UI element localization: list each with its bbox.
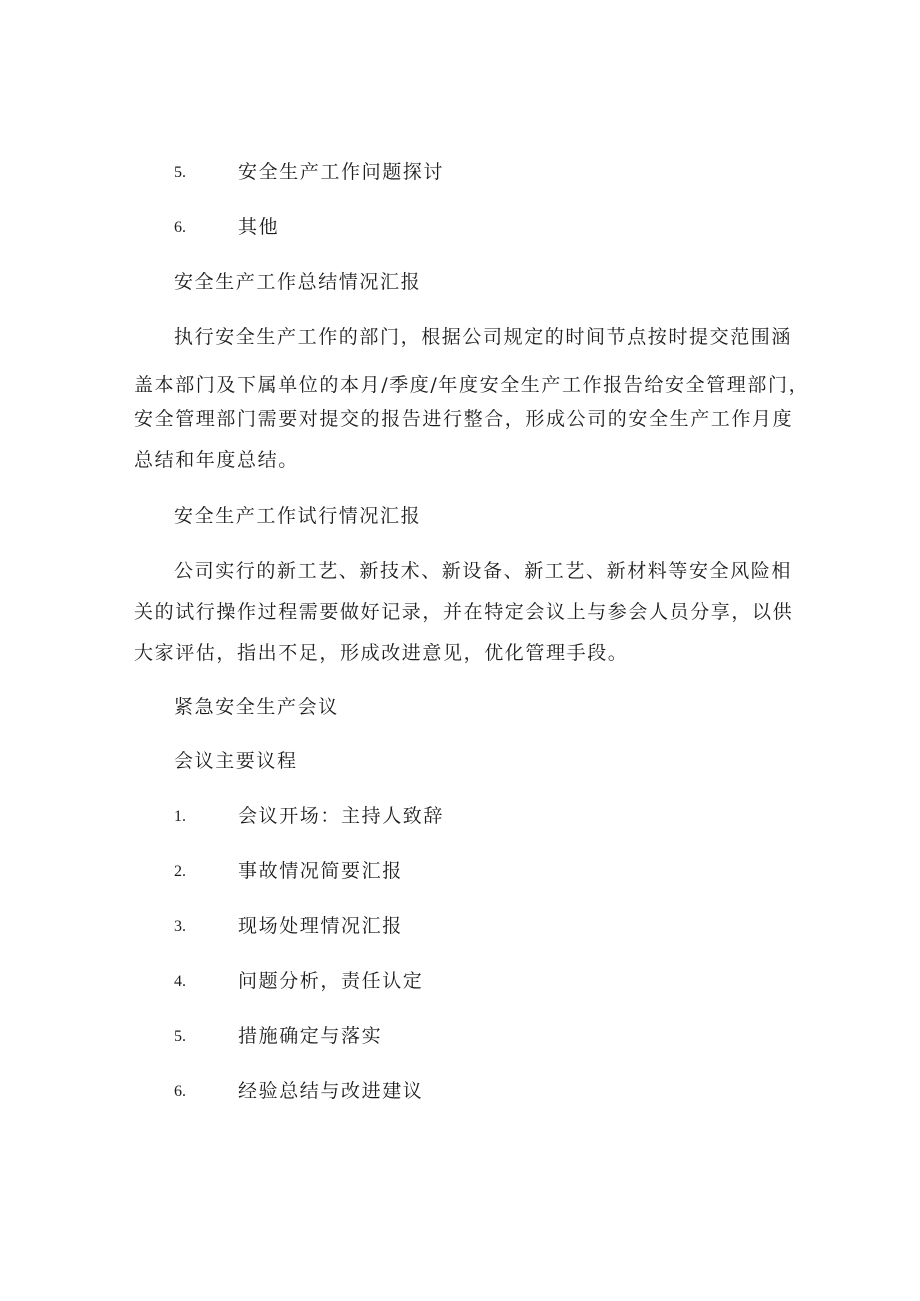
list-item-text: 安全生产工作问题探讨 [238, 161, 445, 183]
agenda-item-text: 事故情况简要汇报 [238, 860, 403, 882]
paragraph-line: 公司实行的新工艺、新技术、新设备、新工艺、新材料等安全风险相 [174, 560, 793, 582]
list-item-text: 其他 [238, 216, 280, 238]
paragraph-line: 关的试行操作过程需要做好记录，并在特定会议上与参会人员分享，以供 [134, 601, 794, 623]
section-heading: 安全生产工作试行情况汇报 [174, 505, 422, 527]
list-item-number: 6. [174, 219, 186, 236]
paragraph-line: 安全管理部门需要对提交的报告进行整合，形成公司的安全生产工作月度 [134, 408, 794, 430]
agenda-item-number: 5. [174, 1028, 186, 1045]
section-heading: 安全生产工作总结情况汇报 [174, 271, 422, 293]
paragraph-line: 执行安全生产工作的部门，根据公司规定的时间节点按时提交范围涵 [174, 326, 793, 348]
agenda-item-number: 3. [174, 918, 186, 935]
section-heading: 紧急安全生产会议 [174, 696, 339, 718]
paragraph-line: 大家评估，指出不足，形成改进意见，优化管理手段。 [134, 642, 629, 664]
agenda-item-number: 1. [174, 808, 186, 825]
agenda-item-number: 6. [174, 1083, 186, 1100]
list-item-number: 5. [174, 164, 186, 181]
agenda-item-text: 措施确定与落实 [238, 1025, 383, 1047]
agenda-item-text: 会议开场：主持人致辞 [238, 805, 445, 827]
agenda-item-text: 问题分析，责任认定 [238, 970, 424, 992]
section-subheading: 会议主要议程 [174, 750, 298, 772]
paragraph-line: 盖本部门及下属单位的本月/季度/年度安全生产工作报告给安全管理部门， [134, 374, 810, 396]
agenda-item-text: 经验总结与改进建议 [238, 1080, 424, 1102]
agenda-item-text: 现场处理情况汇报 [238, 915, 403, 937]
agenda-item-number: 4. [174, 973, 186, 990]
agenda-item-number: 2. [174, 863, 186, 880]
paragraph-line: 总结和年度总结。 [134, 449, 299, 471]
